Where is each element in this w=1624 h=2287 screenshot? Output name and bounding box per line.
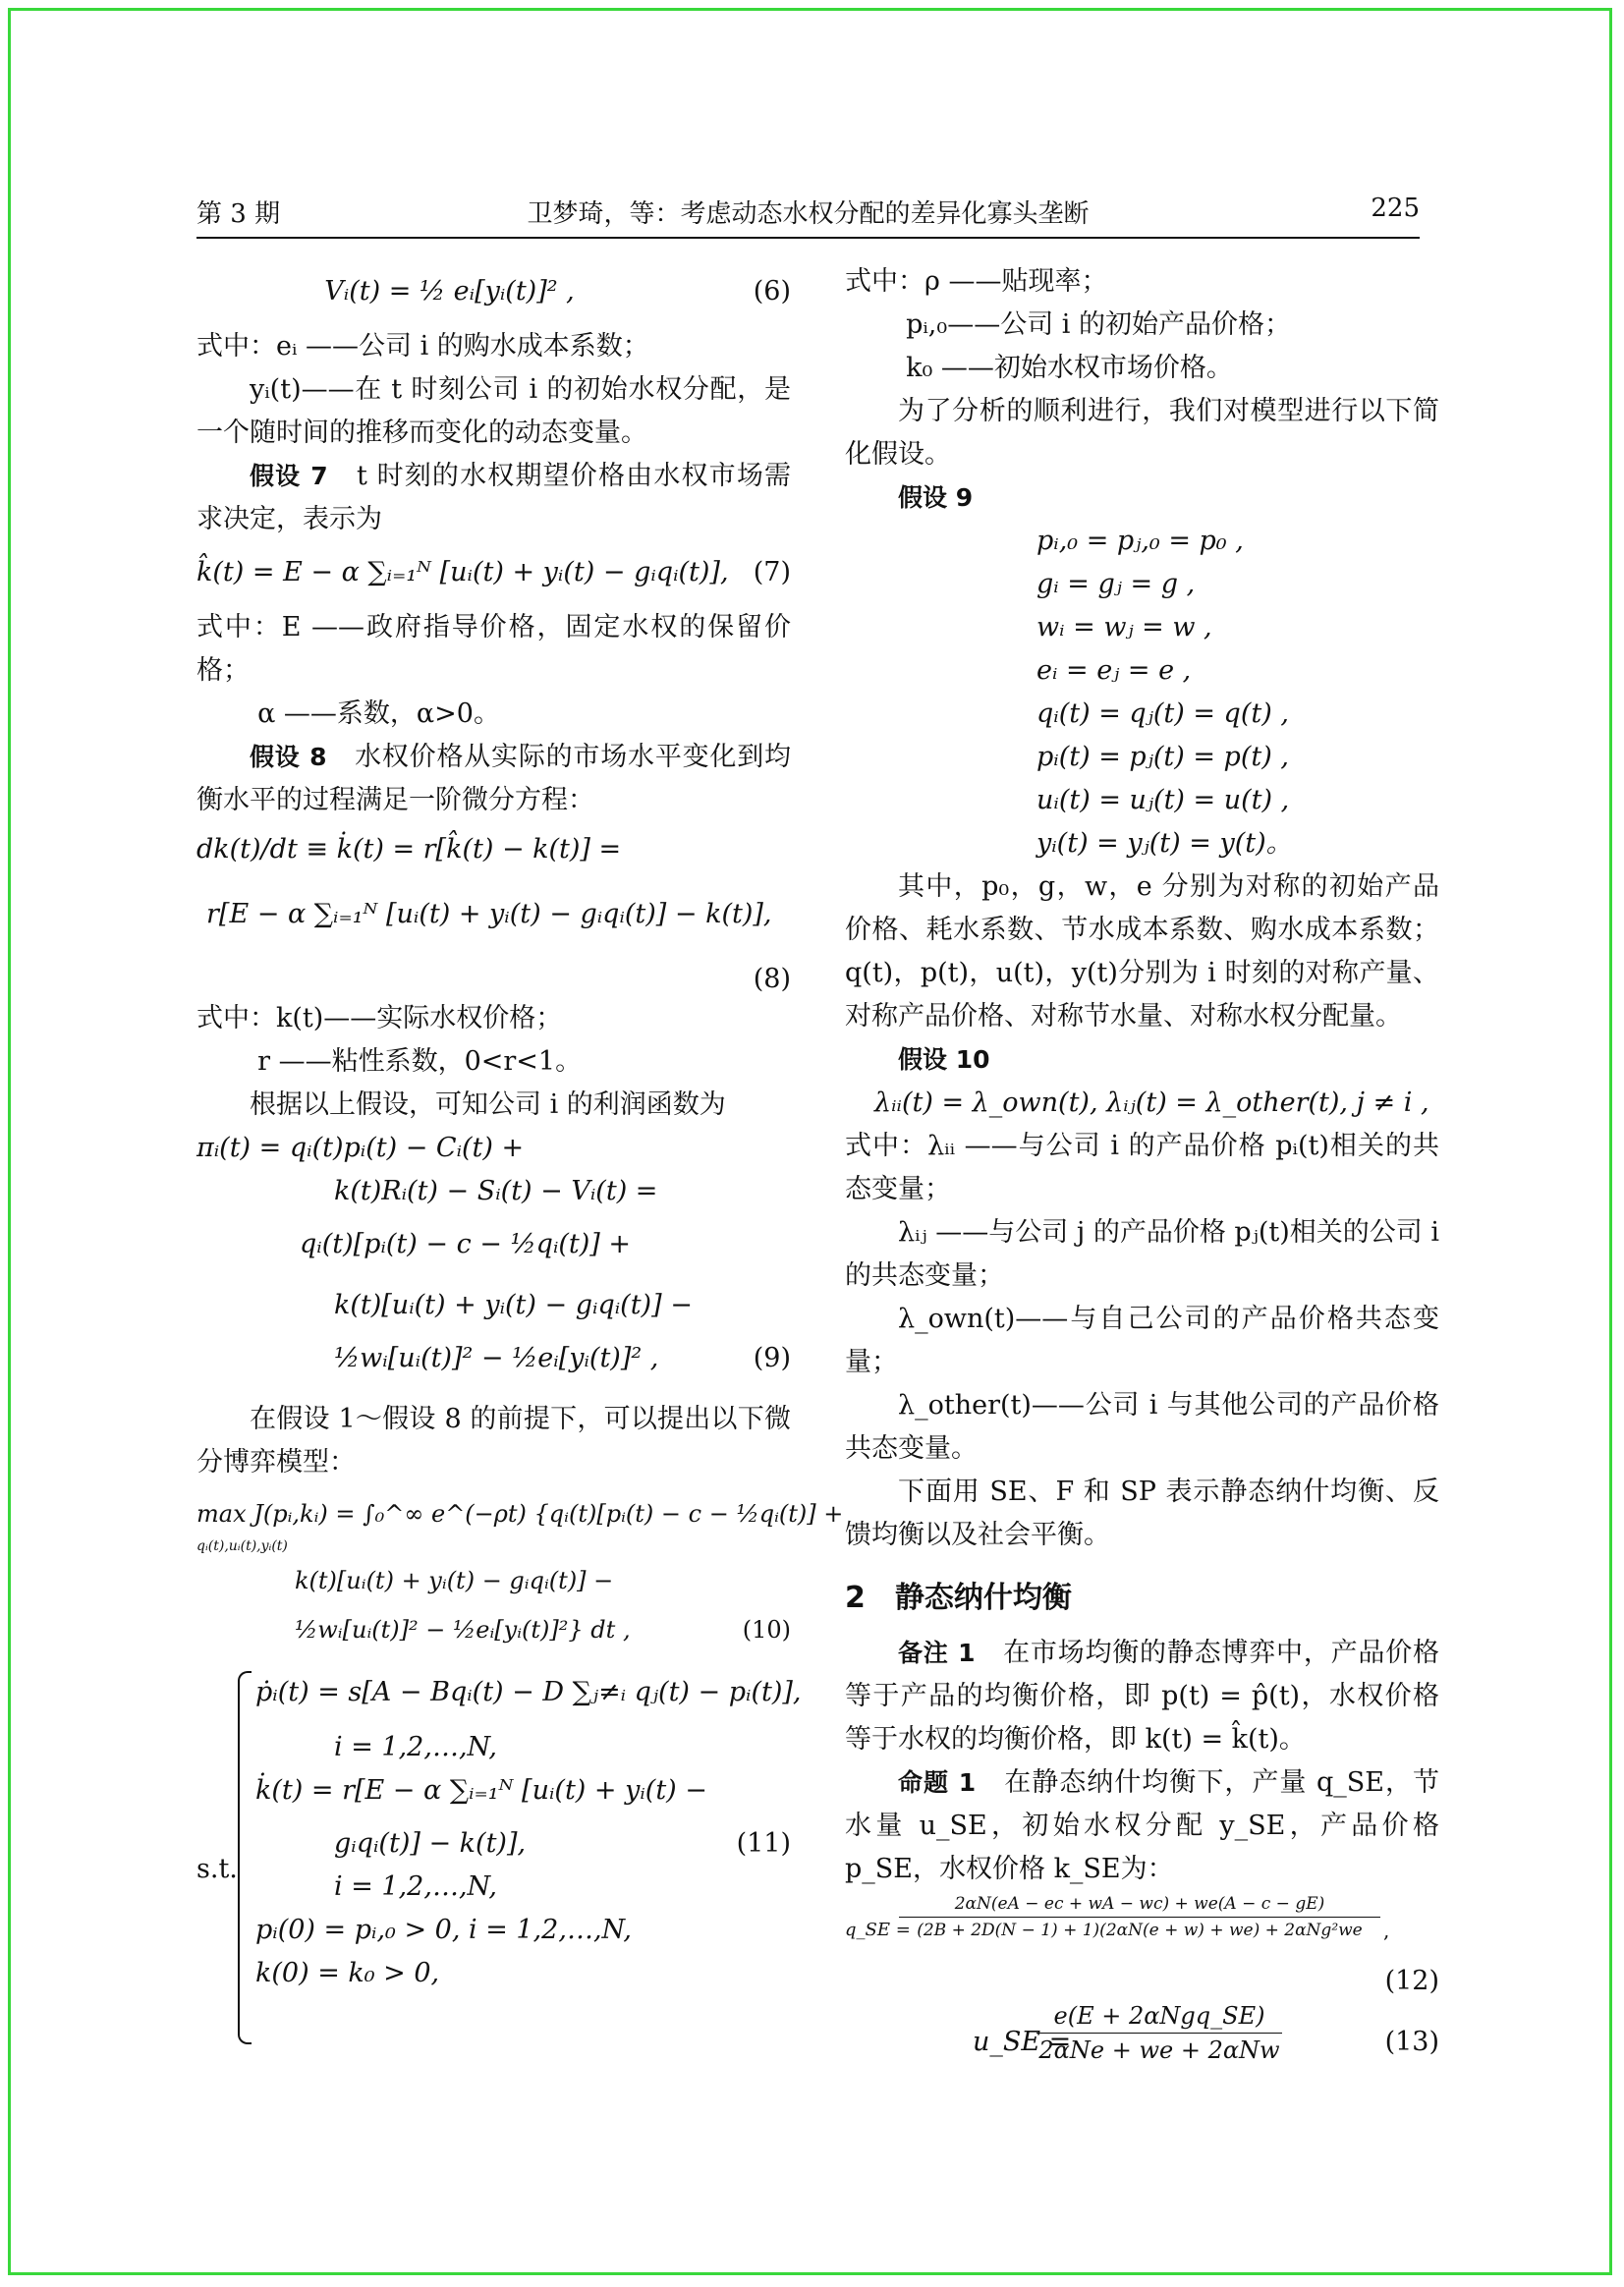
running-header [196,194,1420,233]
definition-p0: pᵢ,₀——公司 i 的初始产品价格； [906,309,1292,340]
equation-12: q_SE = 2αN(eA − ec + wA − wc) + we(A − c − gE) (2B + 2D(N − 1) + 1)(2αN(e + w) + we) + 2αNg²we , [845,1891,1439,1960]
hypothesis-8-label: 假设 8 [250,743,327,771]
page-number: 225 [1371,194,1420,223]
hypothesis-9-equations: pᵢ,₀ = pⱼ,₀ = p₀ , gᵢ = gⱼ = g , wᵢ = wⱼ = w , eᵢ = eⱼ = e , qᵢ(t) = qⱼ(t) = q(t) , pᵢ(t) = pⱼ(t) = p(t) , uᵢ(t) = uⱼ(t) = u(t) , yᵢ(t) = yⱼ(t) = y(t)。 [1036,526,1293,859]
hypothesis-7-label: 假设 7 [250,462,328,490]
definition-r: r ——粘性系数，0<r<1。 [257,1046,583,1077]
running-title: 卫梦琦，等：考虑动态水权分配的差异化寡头垄断 [527,199,1090,229]
proposition-1-label: 命题 1 [898,1768,977,1797]
equation-7: k̂(t) = E − α ∑ᵢ₌₁ᴺ [uᵢ(t) + yᵢ(t) − gᵢqᵢ(t)], (7) [196,557,791,587]
equation-8: dk(t)/dt ≡ k̇(t) = r[k̂(t) − k(t)] = r[E − α ∑ᵢ₌₁ᴺ [uᵢ(t) + yᵢ(t) − gᵢqᵢ(t)] − k(t)], (8) [196,834,791,994]
hypothesis-7: 假设 7 t 时刻的水权期望价格由水权市场需求决定，表示为 [196,461,792,534]
left-brace [238,1671,252,2044]
equation-12-number: (12) [1384,1966,1439,1996]
definition-rho: 式中：ρ ——贴现率； [845,266,1108,297]
equation-6: Vᵢ(t) = ½ eᵢ[yᵢ(t)]² , (6) [324,276,791,307]
game-intro: 在假设 1～假设 8 的前提下，可以提出以下微分博弈模型： [196,1404,791,1478]
symmetry-paragraph: 其中，p₀，g，w，e 分别为对称的初始产品价格、耗水系数、节水成本系数、购水成本系数；q(t)，p(t)，u(t)，y(t)分别为 i 时刻的对称产量、对称产品价格、对称节水量、对称水权分配量。 [845,871,1439,1032]
definition-k0: k₀ ——初始水权市场价格。 [906,353,1233,383]
profit-intro: 根据以上假设，可知公司 i 的利润函数为 [250,1089,726,1120]
remark-1: 备注 1 在市场均衡的静态博弈中，产品价格等于产品的均衡价格，即 p(t) = p̂(t)，水权价格等于水权的均衡价格，即 k(t) = k̂(t)。 [845,1638,1439,1755]
remark-1-label: 备注 1 [898,1639,976,1667]
definition-y: yᵢ(t)——在 t 时刻公司 i 的初始水权分配，是一个随时间的推移而变化的动态变量。 [196,374,791,448]
simplify-paragraph: 为了分析的顺利进行，我们对模型进行以下简化假设。 [845,396,1439,470]
definition-E: 式中：E ——政府指导价格，固定水权的保留价格； [196,612,791,686]
definition-alpha: α ——系数，α>0。 [257,698,500,729]
hypothesis-8: 假设 8 水权价格从实际的市场水平变化到均衡水平的过程满足一阶微分方程： [196,742,791,815]
equation-13: u_SE = e(E + 2αNgq_SE) 2αNe + we + 2αNw (13) [845,1999,1439,2078]
equation-9: πᵢ(t) = qᵢ(t)pᵢ(t) − Cᵢ(t) + k(t)Rᵢ(t) − Sᵢ(t) − Vᵢ(t) = qᵢ(t)[pᵢ(t) − c − ½qᵢ(t)] + k(t)[uᵢ(t) + yᵢ(t) − gᵢqᵢ(t)] − ½wᵢ[uᵢ(t)]² − ½eᵢ[yᵢ(t)]² , (9) [196,1133,791,1373]
abbreviation-paragraph: 下面用 SE、F 和 SP 表示静态纳什均衡、反馈均衡以及社会平衡。 [845,1477,1439,1550]
definition-k: 式中：k(t)——实际水权价格； [196,1003,563,1033]
hypothesis-10-label: 假设 10 [898,1045,990,1074]
section-2-heading: 2 静态纳什均衡 [845,1581,1072,1615]
equation-11: s.t. ṗᵢ(t) = s[A − Bqᵢ(t) − D ∑ⱼ≠ᵢ qⱼ(t) − pᵢ(t)], i = 1,2,…,N, k̇(t) = r[E − α ∑ᵢ₌₁ᴺ [uᵢ(t) + yᵢ(t) − gᵢqᵢ(t)] − k(t)], (11) i = 1,2,…,N, pᵢ(0) = pᵢ,₀ > 0, i = 1,2,…,N, k(0) = k₀ > 0, [196,1671,791,2054]
issue-label: 第 3 期 [196,199,281,229]
hypothesis-9-label: 假设 9 [898,483,974,512]
proposition-1: 命题 1 在静态纳什均衡下，产量 q_SE，节水量 u_SE，初始水权分配 y_SE，产品价格 p_SE，水权价格 k_SE为： [845,1767,1440,1884]
right-column [845,260,1439,2078]
definition-lambda-own: λ_own(t)——与自己公司的产品价格共态变量； [845,1304,1439,1377]
definition-lambda-ii: 式中：λᵢᵢ ——与公司 i 的产品价格 pᵢ(t)相关的共态变量； [845,1131,1439,1204]
definition-lambda-ij: λᵢⱼ ——与公司 j 的产品价格 pⱼ(t)相关的公司 i 的共态变量； [845,1217,1439,1291]
definition-lambda-other: λ_other(t)——公司 i 与其他公司的产品价格共态变量。 [845,1390,1439,1464]
definition-e: 式中：eᵢ ——公司 i 的购水成本系数； [196,331,649,362]
left-column [196,260,844,2054]
st-label: s.t. [196,1854,238,1884]
header-rule [196,237,1420,239]
equation-10: max J(pᵢ,kᵢ) = ∫₀^∞ e^(−ρt) {qᵢ(t)[pᵢ(t) − c − ½qᵢ(t)] + qᵢ(t),uᵢ(t),yᵢ(t) k(t)[uᵢ(t) + yᵢ(t) − gᵢqᵢ(t)] − ½wᵢ[uᵢ(t)]² − ½eᵢ[yᵢ(t)]²} dt , (10) [196,1500,844,1644]
hypothesis-10-equation: λᵢᵢ(t) = λ_own(t), λᵢⱼ(t) = λ_other(t), j ≠ i , [874,1088,1429,1118]
